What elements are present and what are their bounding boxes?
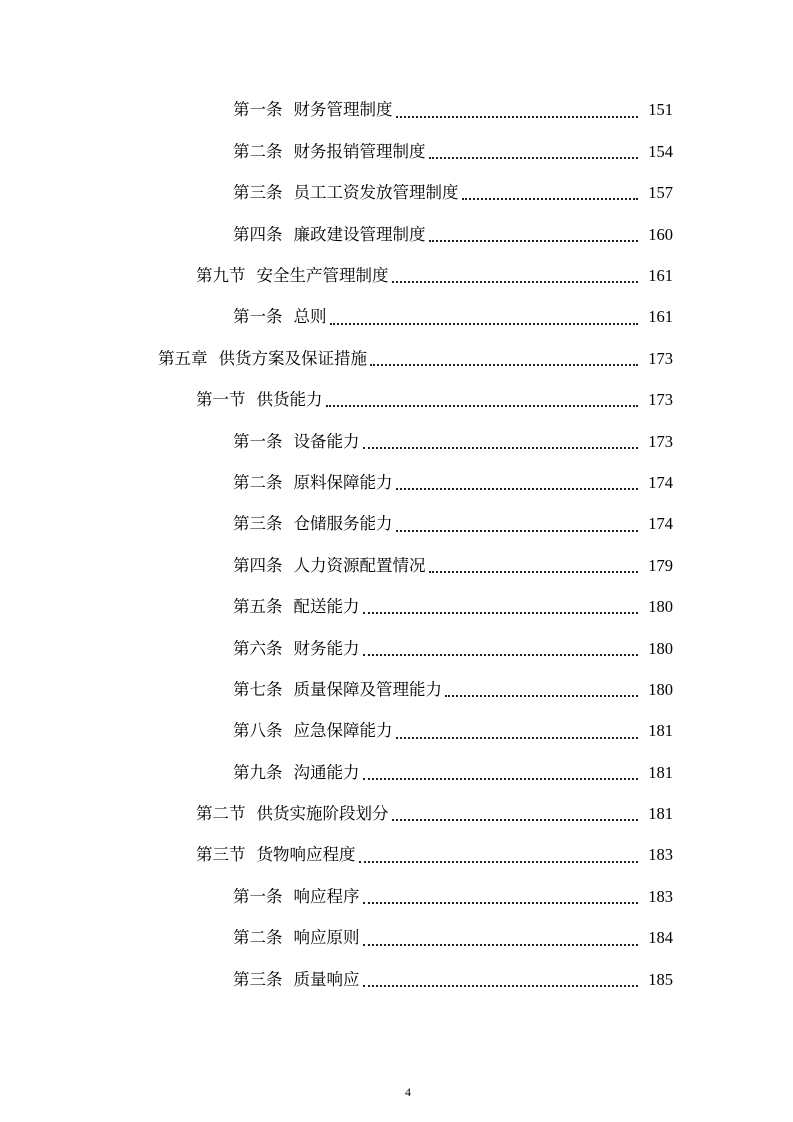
toc-entry-number: 第一条 — [233, 431, 283, 451]
toc-entry-title: 质量保障及管理能力 — [293, 679, 442, 699]
toc-entry-number: 第七条 — [233, 679, 283, 699]
dot-leader — [462, 198, 639, 200]
toc-entry[interactable] — [0, 669, 793, 710]
toc-entry-page: 174 — [648, 514, 673, 534]
dot-leader — [363, 447, 639, 449]
toc-entry[interactable] — [0, 256, 793, 297]
toc-entry-title: 货物响应程度 — [256, 845, 356, 865]
dot-leader — [363, 778, 639, 780]
dot-leader — [363, 944, 639, 946]
toc-entry[interactable] — [0, 876, 793, 917]
toc-entry-page: 180 — [648, 597, 673, 617]
toc-entry-page: 173 — [648, 348, 673, 368]
toc-entry-page: 151 — [648, 100, 673, 120]
toc-entry[interactable] — [0, 752, 793, 793]
toc-entry[interactable] — [0, 173, 793, 214]
toc-entry-number: 第四条 — [233, 555, 283, 575]
toc-entry-title: 沟通能力 — [293, 762, 360, 782]
toc-entry-number: 第六条 — [233, 638, 283, 658]
toc-entry[interactable] — [0, 338, 793, 379]
dot-leader — [363, 654, 639, 656]
toc-entry-page: 160 — [648, 224, 673, 244]
toc-entry-number: 第八条 — [233, 721, 283, 741]
dot-leader — [363, 985, 639, 987]
toc-entry[interactable] — [0, 587, 793, 628]
toc-entry[interactable] — [0, 628, 793, 669]
toc-entry-number: 第二条 — [233, 928, 283, 948]
toc-entry[interactable] — [0, 90, 793, 131]
dot-leader — [370, 364, 638, 366]
dot-leader — [392, 281, 639, 283]
toc-entry-page: 184 — [648, 928, 673, 948]
dot-leader — [445, 695, 638, 697]
toc-entry[interactable] — [0, 463, 793, 504]
toc-entry-page: 174 — [648, 472, 673, 492]
toc-entry-number: 第二条 — [233, 141, 283, 161]
toc-entry[interactable] — [0, 794, 793, 835]
toc-entry-title: 质量响应 — [293, 969, 360, 989]
toc-entry-page: 180 — [648, 679, 673, 699]
toc-entry-title: 人力资源配置情况 — [293, 555, 426, 575]
dot-leader — [396, 116, 639, 118]
dot-leader — [326, 405, 639, 407]
toc-entry[interactable] — [0, 711, 793, 752]
toc-entry[interactable] — [0, 918, 793, 959]
dot-leader — [429, 571, 639, 573]
toc-entry-title: 仓储服务能力 — [293, 514, 393, 534]
toc-entry-number: 第三条 — [233, 969, 283, 989]
toc-entry-number: 第二条 — [233, 472, 283, 492]
toc-entry[interactable] — [0, 214, 793, 255]
toc-entry[interactable] — [0, 131, 793, 172]
toc-entry-page: 181 — [648, 804, 673, 824]
dot-leader — [396, 488, 639, 490]
toc-entry-title: 财务能力 — [293, 638, 360, 658]
dot-leader — [429, 157, 639, 159]
toc-entry-title: 供货方案及保证措施 — [218, 348, 367, 368]
toc-entry-title: 安全生产管理制度 — [256, 266, 389, 285]
toc-entry-number: 第三节 — [196, 845, 246, 865]
dot-leader — [359, 861, 639, 863]
toc-entry-number: 第四条 — [233, 224, 283, 244]
toc-entry[interactable] — [0, 421, 793, 462]
toc-entry-page: 157 — [648, 183, 673, 203]
toc-entry[interactable] — [0, 545, 793, 586]
toc-entry-title: 设备能力 — [293, 431, 360, 451]
dot-leader — [392, 819, 639, 821]
toc-entry-number: 第九条 — [233, 762, 283, 782]
toc-entry-page: 154 — [648, 141, 673, 161]
toc-entry-title: 原料保障能力 — [293, 472, 393, 492]
toc-entry-page: 183 — [648, 845, 673, 865]
toc-entry-page: 181 — [648, 762, 673, 782]
dot-leader — [363, 902, 639, 904]
toc-entry-page: 173 — [648, 390, 673, 410]
toc-entry-title: 员工工资发放管理制度 — [293, 183, 459, 203]
dot-leader — [330, 323, 639, 325]
toc-entry-title: 配送能力 — [293, 597, 360, 617]
toc-entry-number: 第五条 — [233, 597, 283, 617]
toc-entry-page: 173 — [648, 431, 673, 451]
toc-entry-number: 第三条 — [233, 183, 283, 203]
toc-entry-number: 第五章 — [158, 348, 208, 368]
toc-entry-number: 第九节 — [196, 266, 246, 285]
dot-leader — [396, 737, 639, 739]
toc-entry-page: 181 — [648, 721, 673, 741]
page-number: 4 — [405, 1085, 411, 1099]
dot-leader — [396, 530, 639, 532]
dot-leader — [363, 612, 639, 614]
toc-entry-number: 第三条 — [233, 514, 283, 534]
toc-entry-page: 180 — [648, 638, 673, 658]
toc-entry-page: 185 — [648, 969, 673, 989]
toc-entry-title: 财务报销管理制度 — [293, 141, 426, 161]
toc-entry-title: 供货实施阶段划分 — [256, 804, 389, 824]
toc-entry-page: 161 — [648, 307, 673, 327]
toc-entry-title: 响应原则 — [293, 928, 360, 948]
toc-entry-number: 第一条 — [233, 307, 283, 327]
toc-entry-title: 应急保障能力 — [293, 721, 393, 741]
toc-entry-title: 供货能力 — [256, 390, 323, 410]
toc-entry[interactable] — [0, 297, 793, 338]
toc-entry-title: 财务管理制度 — [293, 100, 393, 120]
toc-entry[interactable] — [0, 835, 793, 876]
toc-entry-title: 总则 — [293, 307, 327, 327]
toc-entry-title: 响应程序 — [293, 886, 360, 906]
toc-entry-number: 第一条 — [233, 100, 283, 120]
toc-entry-number: 第二节 — [196, 804, 246, 824]
toc-entry[interactable] — [0, 380, 793, 421]
toc-entry-page: 179 — [648, 555, 673, 575]
toc-entry[interactable] — [0, 959, 793, 1000]
toc-entry[interactable] — [0, 504, 793, 545]
table-of-contents — [0, 90, 793, 1001]
dot-leader — [429, 240, 639, 242]
toc-entry-number: 第一节 — [196, 390, 246, 410]
toc-entry-page: 161 — [648, 266, 673, 285]
toc-entry-number: 第一条 — [233, 886, 283, 906]
toc-entry-page: 183 — [648, 886, 673, 906]
toc-entry-title: 廉政建设管理制度 — [293, 224, 426, 244]
